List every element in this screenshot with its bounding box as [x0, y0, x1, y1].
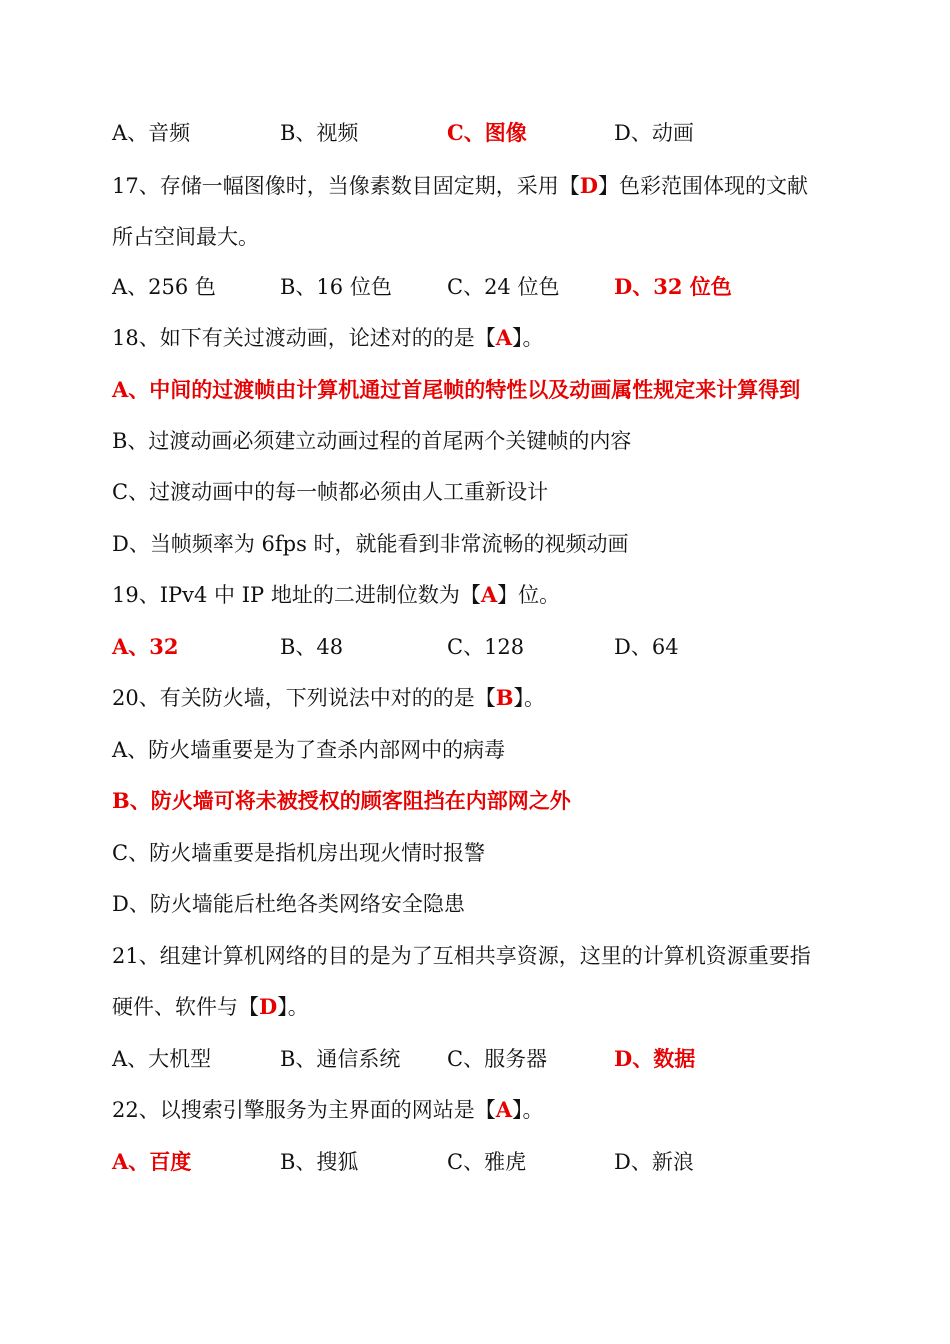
q21-stem-before: 硬件、软件与【: [112, 995, 259, 1019]
q20-stem: [112, 683, 852, 713]
q19-option-c: C、128: [447, 635, 525, 659]
q19-stem-after: 】位。: [497, 583, 561, 607]
q17-option-a: A、256 色: [112, 275, 216, 299]
q20-stem-before: 20、有关防火墙，下列说法中对的的是【: [112, 686, 496, 710]
q18-answer: A: [495, 325, 513, 350]
q21-options-row: [112, 1044, 852, 1074]
q22-options-row: [112, 1147, 852, 1177]
q21-option-a: A、大机型: [112, 1047, 212, 1071]
q19-stem: [112, 580, 852, 610]
q22-option-b: B、搜狐: [280, 1150, 359, 1174]
q21-stem-line2: [112, 992, 852, 1022]
q20-option-d: D、防火墙能后杜绝各类网络安全隐患: [112, 892, 465, 916]
q18-option-d: D、当帧频率为 6fps 时，就能看到非常流畅的视频动画: [112, 532, 629, 556]
q18-stem-after: 】。: [512, 326, 544, 350]
q20-option-c: C、防火墙重要是指机房出现火情时报警: [112, 841, 486, 865]
q22-stem: [112, 1095, 852, 1125]
q17-stem-line2-text: 所占空间最大。: [112, 225, 259, 249]
q22-answer: A: [495, 1097, 513, 1122]
q22-option-c: C、雅虎: [447, 1150, 527, 1174]
q22-option-a-correct: A、百度: [112, 1149, 192, 1174]
q17-answer: D: [579, 173, 598, 198]
q21-option-b: B、通信系统: [280, 1047, 401, 1071]
q19-answer: A: [480, 582, 498, 607]
q17-stem: [112, 171, 852, 201]
q17-option-c: C、24 位色: [447, 275, 560, 299]
q19-option-a-correct: A、32: [112, 634, 179, 659]
q21-stem-after: 】。: [277, 995, 309, 1019]
q20-answer: B: [495, 685, 514, 710]
q19-option-b: B、48: [280, 635, 344, 659]
q21-answer: D: [259, 994, 278, 1019]
q16-option-b: B、视频: [280, 121, 359, 145]
q21-option-d-correct: D、数据: [614, 1046, 696, 1071]
q20-stem-after: 】。: [513, 686, 545, 710]
q16-option-a: A、音频: [112, 121, 191, 145]
q18-stem-before: 18、如下有关过渡动画，论述对的的是【: [112, 326, 496, 350]
q18-option-b: B、过渡动画必须建立动画过程的首尾两个关键帧的内容: [112, 429, 632, 453]
q20-option-a: A、防火墙重要是为了查杀内部网中的病毒: [112, 738, 506, 762]
q22-stem-before: 22、以搜索引擎服务为主界面的网站是【: [112, 1098, 496, 1122]
q17-stem-before: 17、存储一幅图像时，当像素数目固定期，采用【: [112, 174, 580, 198]
q17-option-b: B、16 位色: [280, 275, 392, 299]
q18-option-a-correct: A、中间的过渡帧由计算机通过首尾帧的特性以及动画属性规定来计算得到: [112, 377, 801, 402]
q16-option-d: D、动画: [614, 121, 694, 145]
q17-options-row: [112, 272, 852, 302]
q19-options-row: [112, 632, 852, 662]
q17-stem-line2: [112, 222, 852, 252]
q22-option-d: D、新浪: [614, 1150, 694, 1174]
q19-stem-before: 19、IPv4 中 IP 地址的二进制位数为【: [112, 583, 481, 607]
q18-option-c: C、过渡动画中的每一帧都必须由人工重新设计: [112, 480, 549, 504]
q17-option-d-correct: D、32 位色: [614, 274, 732, 299]
q18-stem: [112, 323, 852, 353]
q16-options-row: [112, 118, 852, 148]
q22-stem-after: 】。: [512, 1098, 544, 1122]
q21-stem-line1: 21、组建计算机网络的目的是为了互相共享资源，这里的计算机资源重要指: [112, 944, 811, 968]
q16-option-c-correct: C、图像: [447, 120, 527, 145]
q19-option-d: D、64: [614, 635, 679, 659]
q17-stem-after: 】色彩范围体现的文献: [597, 174, 808, 198]
q20-option-b-correct: B、防火墙可将未被授权的顾客阻挡在内部网之外: [112, 788, 571, 813]
q21-option-c: C、服务器: [447, 1047, 548, 1071]
